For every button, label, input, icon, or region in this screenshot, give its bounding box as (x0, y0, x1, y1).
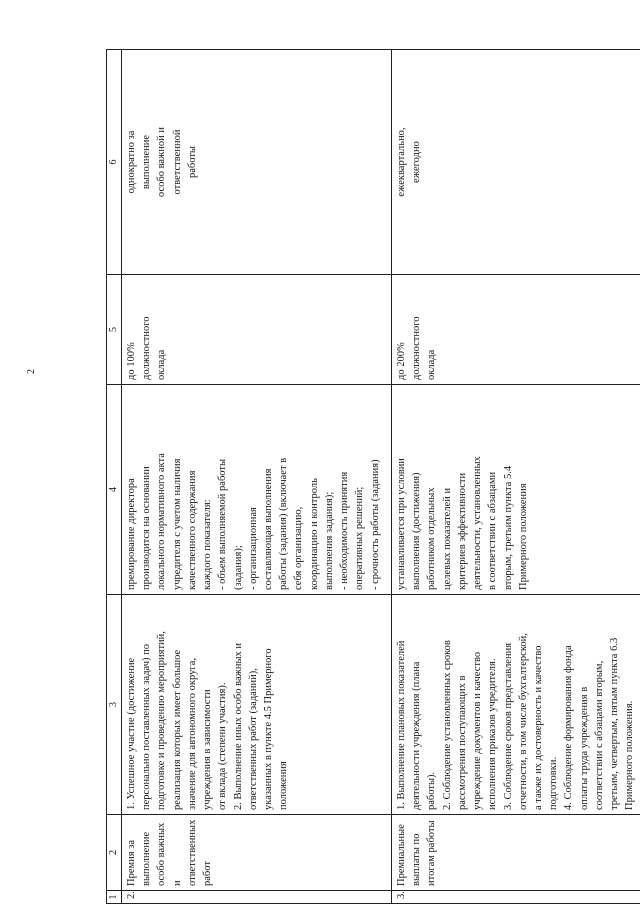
row-number: 3. (392, 891, 640, 904)
payment-amount: до 100% должностного оклада (122, 275, 392, 385)
payment-amount: до 200% должностного оклада (392, 275, 640, 385)
payment-name: Премиальные выплаты по итогам работы (392, 815, 640, 891)
column-number-2: 2 (107, 815, 122, 891)
table-row (122, 50, 392, 904)
payment-conditions: премирование директора производится на основании локального нормативного акта учредителя с учетом наличия качественного содержания каждого показателя: - объем выполняемой работы (задания); - организационная составляющая выполнения работы (задания) (включает в себя организацию, координацию и контроль выполнения задания); - необходимость принятия оперативных решений; - срочность работы (задания) (122, 385, 392, 595)
column-number-3: 3 (107, 595, 122, 815)
column-number-6: 6 (107, 50, 122, 275)
payment-criteria: 1. Успешное участие (достижение персонально поставленных задач) по подготовке и проведению мероприятий, реализация которых имеет большое значение для автономного округа, учреждения в зависимости от вклада (степени участия). 2. Выполнение иных особо важных и ответственных работ (заданий), указанных в пункте 4.5 Примерного положения (122, 595, 392, 815)
bonus-table (106, 49, 640, 904)
row-number: 2. (122, 891, 392, 904)
payment-criteria: 1. Выполнение плановых показателей деятельности учреждения (плана работы). 2. Соблюдение установленных сроков рассмотрения поступающих в учреждение документов и качество исполнения приказов учредителя. 3. Соблюдение сроков представления отчетности, в том числе бухгалтерской, а также их достоверность и качество подготовки. 4. Соблюдение формирования фонда оплаты труда учреждения в соответствии с абзацами вторым, третьим, четвертым, пятым пункта 6.3 Примерного положения. (392, 595, 640, 815)
page-number: 2 (26, 369, 37, 374)
payment-conditions: устанавливается при условии выполнения (достижения) работником отдельных целевых показателей и критериев эффективности деятельности, установленных в соответствии с абзацами вторым, третьим пункта 5.4 Примерного положения (392, 385, 640, 595)
table-row (392, 50, 640, 904)
bonus-table-frame (106, 50, 636, 904)
column-number-row (107, 50, 122, 904)
column-number-5: 5 (107, 275, 122, 385)
payment-name: Премия за выполнение особо важных и ответственных работ (122, 815, 392, 891)
payment-period: ежеквартально, ежегодно (392, 50, 640, 275)
column-number-4: 4 (107, 385, 122, 595)
column-number-1: 1 (107, 891, 122, 904)
payment-period: однократно за выполнение особо важной и ответственной работы (122, 50, 392, 275)
